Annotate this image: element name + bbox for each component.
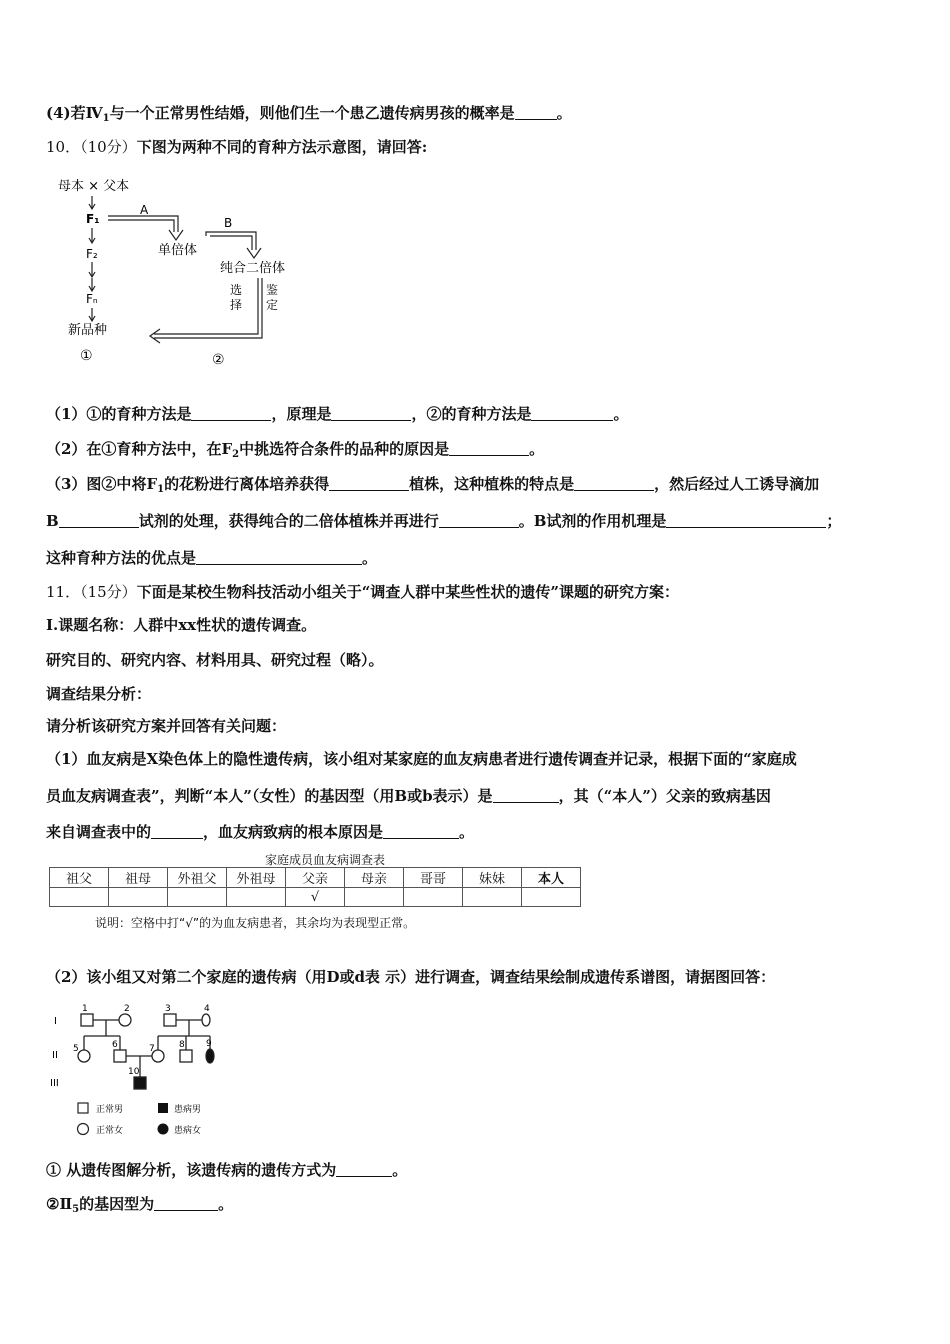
- affected-male-symbol: [134, 1077, 146, 1089]
- table-cell: [345, 888, 404, 907]
- diagram-select-text-char: 择: [230, 298, 243, 312]
- pedigree-chart: [48, 1000, 248, 1140]
- normal-female-symbol: [78, 1050, 90, 1062]
- pedigree-lines: [84, 1020, 210, 1077]
- q10-p3-text-h: ；: [826, 512, 842, 530]
- answer-blank[interactable]: [439, 513, 519, 528]
- q10-p1-end: 。: [613, 405, 629, 423]
- q10-p3-text-f: 试剂的处理，获得纯合的二倍体植株并再进行: [138, 512, 439, 530]
- q11-sub1: [46, 1160, 407, 1180]
- q10-part3-line1: [46, 474, 819, 500]
- survey-table: [49, 867, 581, 907]
- normal-male-symbol: [81, 1014, 93, 1026]
- q11-part1-line1: （1）血友病是X染色体上的隐性遗传病，该小组对某家庭的血友病患者进行遗传调查并记录，根据下面的“家庭成: [46, 750, 797, 768]
- pedigree-legend: [78, 1103, 202, 1136]
- table-cell: [227, 888, 286, 907]
- answer-blank[interactable]: [449, 441, 529, 456]
- q11-sub2: [46, 1194, 233, 1220]
- arrow-a: [108, 216, 183, 240]
- q10-p3-text-d: ，然后经过人工诱导滴加: [654, 475, 820, 493]
- q10-p3-text-e: B: [46, 512, 59, 530]
- q11-part2: （2）该小组又对第二个家庭的遗传病（用D或d表 示）进行调查，调查结果绘制成遗传系谱图，请据图回答：: [46, 968, 776, 986]
- q11-please: 请分析该研究方案并回答有关问题：: [46, 717, 287, 735]
- table-cell: [522, 888, 581, 907]
- legend-affected-female: 患病女: [174, 1126, 202, 1136]
- q10-p3-text: （3）图②中将F: [46, 475, 158, 493]
- answer-blank[interactable]: [531, 406, 613, 421]
- q11-sub2-end: 。: [218, 1195, 234, 1213]
- answer-blank[interactable]: [515, 105, 557, 120]
- q10-part1: [46, 404, 629, 424]
- q10-header-text: 下图为两种不同的育种方法示意图，请回答:: [136, 138, 428, 156]
- pedigree-num: 5: [73, 1044, 79, 1054]
- table-header-cell: 哥哥: [404, 868, 463, 888]
- normal-female-symbol: [119, 1014, 131, 1026]
- pedigree-num: 8: [179, 1040, 185, 1050]
- diagram-circle-2: ②: [212, 352, 225, 368]
- q11-purpose: 研究目的、研究内容、材料用具、研究过程（略）。: [46, 651, 384, 669]
- pedigree-num: 1: [82, 1004, 88, 1014]
- legend-normal-female-icon: [78, 1124, 89, 1135]
- q11-p1-text-c: ，其（“本人”）父亲的致病基因: [558, 787, 771, 805]
- breeding-diagram: [50, 172, 310, 372]
- q10-p3-text-g: 。B试剂的作用机理是: [518, 512, 667, 530]
- q11-sub2-sub: 5: [72, 1204, 80, 1215]
- table-cell: [463, 888, 522, 907]
- pedigree-num: 9: [206, 1039, 212, 1049]
- answer-blank[interactable]: [493, 788, 559, 803]
- normal-male-symbol: [180, 1050, 192, 1062]
- answer-blank[interactable]: [574, 476, 654, 491]
- diagram-label-b: B: [224, 216, 233, 230]
- legend-affected-female-icon: [158, 1124, 169, 1135]
- survey-table-note: 说明：空格中打“√”的为血友病患者，其余均为表现型正常。: [95, 916, 416, 930]
- diagram-select: [230, 282, 242, 312]
- q10-p2-end: 。: [529, 440, 545, 458]
- pedigree-num: 2: [124, 1004, 130, 1014]
- q10-p2-sub: 2: [232, 449, 240, 460]
- table-cell: [404, 888, 463, 907]
- answer-blank[interactable]: [331, 406, 411, 421]
- pedigree-num: 7: [149, 1044, 155, 1054]
- q11-sub1-text: ① 从遗传图解分析，该遗传病的遗传方式为: [46, 1161, 337, 1179]
- diagram-new-variety: 新品种: [68, 323, 108, 338]
- diagram-haploid: 单倍体: [158, 243, 198, 258]
- answer-blank[interactable]: [196, 550, 362, 565]
- gen-label-3: III: [50, 1078, 59, 1089]
- table-header-cell: 母亲: [345, 868, 404, 888]
- q10-p3-text-b: 的花粉进行离体培养获得: [164, 475, 330, 493]
- pedigree-num: 6: [112, 1040, 118, 1050]
- pedigree-num: 4: [204, 1004, 210, 1014]
- diagram-select-text-char: 选: [230, 283, 243, 297]
- answer-blank[interactable]: [329, 476, 409, 491]
- q10-part3-line2: [46, 511, 841, 531]
- diagram-parents: 母本 × 父本: [58, 179, 130, 194]
- q11-sub1-end: 。: [392, 1161, 408, 1179]
- q11-number: 11．（15分）: [46, 583, 137, 601]
- table-header-cell: 妹妹: [463, 868, 522, 888]
- survey-table-header-row: [50, 868, 581, 888]
- diagram-f1: F₁: [86, 212, 100, 226]
- pedigree-symbols: [78, 1014, 214, 1089]
- q10-p3-text-c: 植株，这种植株的特点是: [409, 475, 575, 493]
- q10-part2: [46, 439, 544, 465]
- answer-blank[interactable]: [191, 406, 271, 421]
- arrow-return: [150, 278, 262, 343]
- q10-p3-sub: 1: [157, 484, 165, 495]
- legend-affected-male: 患病男: [174, 1105, 202, 1115]
- q10-p3-text-i: 这种育种方法的优点是: [46, 549, 197, 567]
- q10-header: [46, 137, 427, 157]
- legend-normal-male-icon: [78, 1103, 88, 1113]
- legend-normal-male: 正常男: [96, 1105, 124, 1115]
- q9-part4-sub: 1: [102, 113, 110, 124]
- normal-male-symbol: [114, 1050, 126, 1062]
- legend-affected-male-icon: [158, 1103, 168, 1113]
- q11-sub2-text-b: 的基因型为: [79, 1195, 155, 1213]
- q11-header-text: 下面是某校生物科技活动小组关于“调查人群中某些性状的遗传”课题的研究方案：: [136, 583, 679, 601]
- table-header-cell: 祖父: [50, 868, 109, 888]
- diagram-identify-text-char: 鉴: [266, 283, 279, 297]
- survey-table-row: [50, 888, 581, 907]
- q10-p1-text: （1）①的育种方法是: [46, 405, 192, 423]
- q10-part3-line3: [46, 548, 377, 568]
- q11-p1-text-b: 员血友病调查表”，判断“本人”（女性）的基因型（用B或b表示）是: [46, 787, 493, 805]
- survey-table-title: 家庭成员血友病调查表: [265, 853, 386, 867]
- q10-p2-text-b: 中挑选符合条件的品种的原因是: [239, 440, 450, 458]
- q11-part1-line3: [46, 822, 474, 842]
- answer-blank[interactable]: [336, 1162, 392, 1177]
- q11-p1-text-d: 来自调查表中的: [46, 823, 152, 841]
- answer-blank[interactable]: [666, 513, 826, 528]
- q11-part1-line2: [46, 786, 771, 806]
- q9-part4-text-b: 与一个正常男性结婚，则他们生一个患乙遗传病男孩的概率是: [109, 104, 515, 122]
- diagram-circle-1: ①: [80, 348, 93, 364]
- normal-male-symbol: [164, 1014, 176, 1026]
- answer-blank[interactable]: [59, 513, 139, 528]
- table-cell: [168, 888, 227, 907]
- q10-p1-text-c: ，②的育种方法是: [411, 405, 532, 423]
- legend-normal-female: 正常女: [96, 1126, 124, 1136]
- q11-header: [46, 582, 679, 602]
- gen-label-2: II: [52, 1050, 58, 1061]
- gen-label-1: I: [54, 1016, 57, 1027]
- arrow-b: [206, 232, 261, 258]
- table-header-cell: 外祖父: [168, 868, 227, 888]
- table-header-cell: 父亲: [286, 868, 345, 888]
- normal-female-symbol: [202, 1014, 210, 1026]
- diagram-label-a: A: [140, 203, 149, 217]
- q11-p1-text-e: ，血友病致病的根本原因是: [203, 823, 384, 841]
- answer-blank[interactable]: [154, 1196, 218, 1211]
- q11-title-line: I.课题名称：人群中xx性状的遗传调查。: [46, 616, 317, 634]
- table-cell: [50, 888, 109, 907]
- table-header-cell: 本人: [522, 868, 581, 888]
- table-header-cell: 祖母: [109, 868, 168, 888]
- q9-part4-text: (4)若Ⅳ: [46, 104, 103, 122]
- table-cell: [109, 888, 168, 907]
- q11-analysis: 调查结果分析：: [46, 685, 152, 703]
- q9-part4-end: 。: [556, 104, 572, 122]
- table-header-cell: 外祖母: [227, 868, 286, 888]
- q10-number: 10．（10分）: [46, 138, 137, 156]
- pedigree-num: 3: [165, 1004, 171, 1014]
- diagram-pure-diploid: 纯合二倍体: [220, 261, 286, 276]
- q11-p1-end: 。: [459, 823, 475, 841]
- answer-blank[interactable]: [383, 824, 459, 839]
- diagram-identify-text-char: 定: [266, 298, 279, 312]
- q10-p2-text: （2）在①育种方法中，在F: [46, 440, 233, 458]
- diagram-identify: [266, 282, 278, 312]
- table-cell: √: [286, 888, 345, 907]
- q9-part4: [46, 103, 572, 129]
- pedigree-num: 10: [128, 1067, 140, 1077]
- affected-female-symbol: [206, 1049, 214, 1063]
- q11-sub2-text: ②Ⅱ: [46, 1195, 73, 1213]
- q10-p1-text-b: ，原理是: [271, 405, 332, 423]
- diagram-fn: Fₙ: [86, 292, 98, 306]
- diagram-f2: F₂: [86, 247, 98, 261]
- q10-p3-end: 。: [362, 549, 378, 567]
- answer-blank[interactable]: [151, 824, 203, 839]
